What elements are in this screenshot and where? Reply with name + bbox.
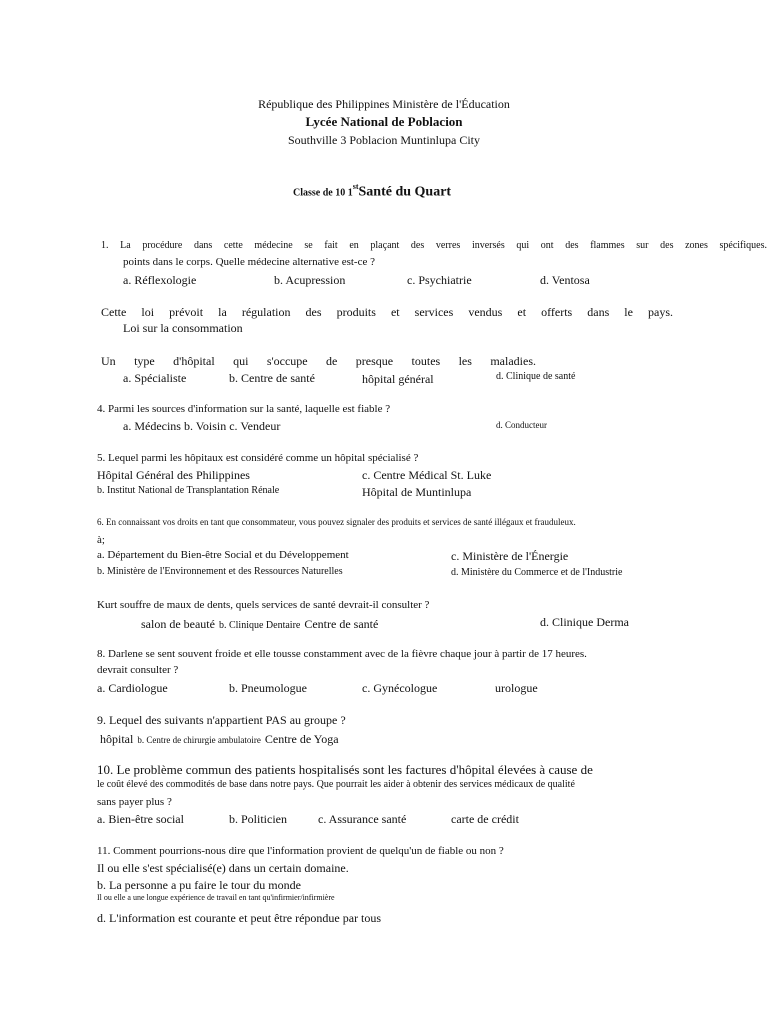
question-3-option-a: a. Spécialiste <box>123 371 187 385</box>
question-5-text: 5. Lequel parmi les hôpitaux est considéré comme un hôpital spécialisé ? <box>97 452 419 464</box>
question-7-option-d: d. Clinique Derma <box>540 615 629 629</box>
question-8-option-b: b. Pneumologue <box>229 681 307 695</box>
question-1-text-cont: points dans le corps. Quelle médecine alternative est-ce ? <box>123 256 375 268</box>
quiz-title-prefix: Classe de 10 1 <box>293 187 353 199</box>
question-10-option-c: c. Assurance santé <box>318 812 407 826</box>
question-7-option-b: b. Clinique Dentaire <box>218 620 301 631</box>
question-1-option-c: c. Psychiatrie <box>407 273 472 287</box>
question-11-option-d: d. L'information est courante et peut être répondue par tous <box>97 911 382 925</box>
question-3-text: Un type d'hôpital qui s'occupe de presque toutes les maladies. <box>101 354 536 368</box>
question-2-answer: Loi sur la consommation <box>123 321 243 335</box>
school-name: Lycée National de Poblacion <box>305 114 463 129</box>
question-3-option-c: hôpital général <box>362 372 434 386</box>
question-6-text: 6. En connaissant vos droits en tant que consommateur, vous pouvez signaler des produits et services de santé illégaux et frauduleux. <box>97 517 576 527</box>
quiz-title <box>293 182 451 200</box>
question-10-text-cont2: sans payer plus ? <box>97 796 172 808</box>
question-3-option-d: d. Clinique de santé <box>496 371 576 382</box>
question-10-option-b: b. Politicien <box>229 812 287 826</box>
question-9-options <box>100 730 339 748</box>
question-10-option-a: a. Bien-être social <box>97 812 184 826</box>
question-8-option-a: a. Cardiologue <box>97 681 168 695</box>
question-5-option-a: Hôpital Général des Philippines <box>97 468 250 482</box>
question-4-options: a. Médecins b. Voisin c. Vendeur <box>123 419 281 433</box>
question-10-text: 10. Le problème commun des patients hospitalisés sont les factures d'hôpital élevées à cause de <box>97 762 593 777</box>
question-1-option-b: b. Acupression <box>274 273 346 287</box>
question-7-options <box>141 615 378 633</box>
question-9-option-a: hôpital <box>100 732 134 746</box>
question-1-option-a: a. Réflexologie <box>123 273 197 287</box>
question-5-option-d: Hôpital de Muntinlupa <box>362 485 472 499</box>
header-line-ministry: République des Philippines Ministère de l'Éducation <box>258 97 510 111</box>
question-7-option-c: Centre de santé <box>304 617 379 631</box>
quiz-title-sup: st <box>352 182 359 191</box>
question-5-option-c: c. Centre Médical St. Luke <box>362 468 492 482</box>
question-9-option-c: Centre de Yoga <box>264 732 339 746</box>
question-4-text: 4. Parmi les sources d'information sur la santé, laquelle est fiable ? <box>97 403 391 415</box>
question-7-text: Kurt souffre de maux de dents, quels services de santé devrait-il consulter ? <box>97 599 430 611</box>
question-6-option-b: b. Ministère de l'Environnement et des Ressources Naturelles <box>97 566 343 577</box>
question-6-option-a: a. Département du Bien-être Social et du Développement <box>97 549 349 561</box>
question-6-option-c: c. Ministère de l'Énergie <box>451 549 569 563</box>
question-11-text: 11. Comment pourrions-nous dire que l'information provient de quelqu'un de fiable ou non ? <box>97 845 504 857</box>
question-11-option-b: b. La personne a pu faire le tour du monde <box>97 878 301 892</box>
question-11-option-a: Il ou elle s'est spécialisé(e) dans un certain domaine. <box>97 861 349 875</box>
school-address: Southville 3 Poblacion Muntinlupa City <box>288 133 480 147</box>
quiz-title-main: Santé du Quart <box>358 184 452 200</box>
question-11-option-c: Il ou elle a une longue expérience de travail en tant qu'infirmier/infirmière <box>97 893 335 902</box>
question-8-option-c: c. Gynécologue <box>362 681 438 695</box>
question-8-option-d: urologue <box>495 681 538 695</box>
question-2-text: Cette loi prévoit la régulation des produits et services vendus et offerts dans le pays. <box>101 305 673 319</box>
question-1-text: 1. La procédure dans cette médecine se fait en plaçant des verres inversés qui ont des flammes sur des zones spécifiques. <box>101 240 767 251</box>
question-8-text-cont: devrait consulter ? <box>97 664 179 676</box>
question-3-option-b: b. Centre de santé <box>229 371 315 385</box>
question-7-option-a: salon de beauté <box>141 617 215 631</box>
question-1-option-d: d. Ventosa <box>540 273 590 287</box>
question-10-text-cont1: le coût élevé des commodités de base dans notre pays. Que pourrait les aider à obtenir des services médicaux de qualité <box>97 779 575 790</box>
question-5-option-b: b. Institut National de Transplantation Rénale <box>97 485 280 496</box>
question-4-option-d: d. Conducteur <box>496 420 547 430</box>
question-6-text-cont: à; <box>97 534 105 546</box>
question-9-option-b: b. Centre de chirurgie ambulatoire <box>137 735 261 745</box>
question-10-option-d: carte de crédit <box>451 812 519 826</box>
question-6-option-d: d. Ministère du Commerce et de l'Industrie <box>451 567 623 578</box>
question-8-text: 8. Darlene se sent souvent froide et elle tousse constamment avec de la fièvre chaque jour à partir de 17 heures. <box>97 648 587 660</box>
question-9-text: 9. Lequel des suivants n'appartient PAS au groupe ? <box>97 713 346 727</box>
